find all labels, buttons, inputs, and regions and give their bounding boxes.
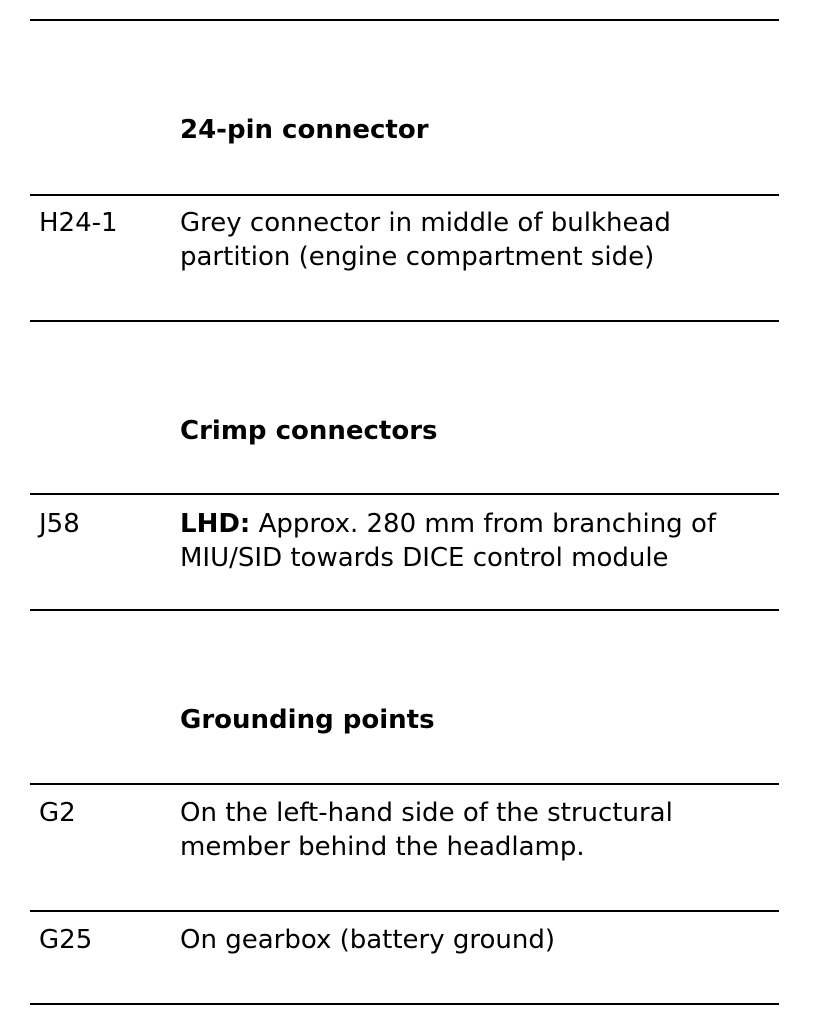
description-line: partition (engine compartment side) [180, 242, 655, 272]
description-text: Approx. 280 mm from branching of [250, 509, 717, 539]
ground-description [180, 923, 555, 957]
description-line [180, 507, 716, 541]
description-line: On the left-hand side of the structural [180, 798, 673, 828]
section-heading-grounding: Grounding points [180, 705, 435, 735]
divider [30, 783, 779, 785]
section-heading-crimp: Crimp connectors [180, 416, 438, 446]
divider [30, 320, 779, 322]
divider [30, 609, 779, 611]
ground-code: G25 [39, 925, 93, 955]
connector-description [180, 206, 671, 274]
divider [30, 19, 779, 21]
connector-description [180, 507, 716, 575]
divider [30, 910, 779, 912]
description-line: MIU/SID towards DICE control module [180, 543, 669, 573]
divider [30, 194, 779, 196]
connector-code: J58 [39, 509, 80, 539]
ground-description [180, 796, 673, 864]
divider [30, 493, 779, 495]
description-line: member behind the headlamp. [180, 832, 585, 862]
lhd-label: LHD: [180, 509, 251, 539]
ground-code: G2 [39, 798, 76, 828]
description-line: On gearbox (battery ground) [180, 925, 556, 955]
description-line: Grey connector in middle of bulkhead [180, 208, 671, 238]
divider [30, 1003, 779, 1005]
section-heading-24-pin: 24-pin connector [180, 115, 429, 145]
connector-code: H24-1 [39, 208, 118, 238]
